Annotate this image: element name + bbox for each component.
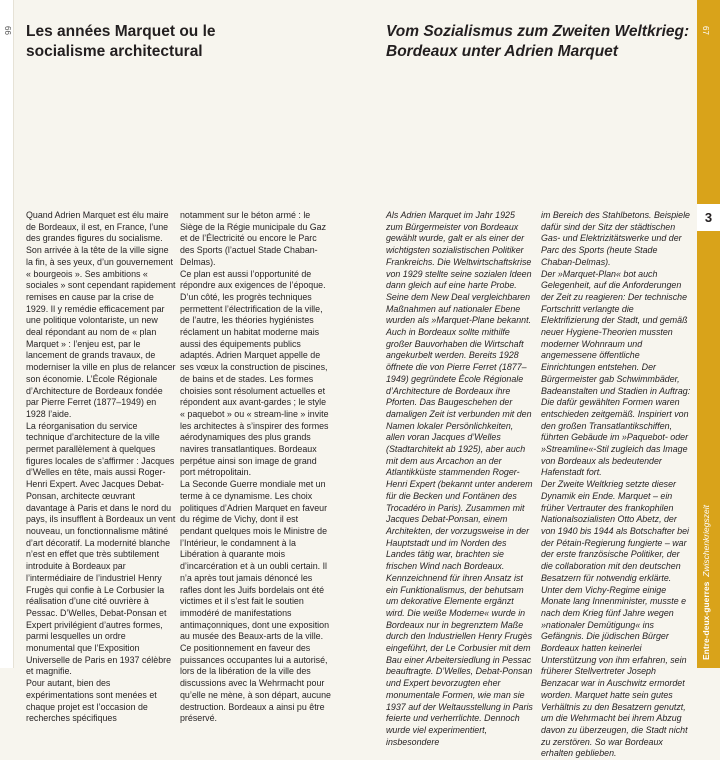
french-heading xyxy=(26,22,356,62)
side-label-french: Entre-deux-guerres xyxy=(701,581,711,660)
paragraph: Der »Marquet-Plan« bot auch Gelegenheit, auf die Anforderungen der Zeit zu reagieren: Der technische Fortschritt verlangte die Elektrifizierung der Stadt, und gemäß neuer Hygiene-Theorien mussten moderner Wohnraum und angemessene öffentliche Einrichtungen entstehen. Der Bürgermeister gab Schwimmbäder, Badeanstalten und Stadien in Auftrag: Die dafür gewählten Formen waren entschieden zeitgemäß. Inspiriert von den großen Transatlantikschiffen, führten Gebäude im »Paquebot- oder »Streamline«-Stil zugleich das Image von Bordeaux als bedeutender Hafenstadt fort. xyxy=(541,268,691,478)
french-heading-line-1: Les années Marquet ou le xyxy=(26,23,216,40)
paragraph: Pour autant, bien des expérimentations sont menées et chaque projet est l’occasion de recherches spécifiques xyxy=(26,678,157,724)
french-text-column-1 xyxy=(26,210,176,724)
paragraph: La réorganisation du service technique d’architecture de la ville permet parallèlement à quelques figures locales de s’affirmer : Jacques d’Welles en tête, mais aussi Roger-Henri Expert. Avec Jacques Debat-Ponsan, architecte œuvrant davantage à Paris et dans le nord du pays, ils insufflent à Bordeaux un vent nouveau, un fonctionnalisme mâtiné d’art décoratif. La modernité blanche n’est en effet que très subtilement introduite à Bordeaux par l’intermédiaire de l’industriel Henry Frugès qui confie à Le Corbusier la réalisation d’une cité ouvrière à Pessac. D’Welles, Debat-Ponsan et Expert privilégient d’autres formes, parmi lesquelles un ordre monumental que l’Exposition Universelle de Paris en 1937 célèbre et magnifie. xyxy=(26,420,176,677)
german-heading-line-2: Bordeaux unter Adrien Marquet xyxy=(386,43,618,60)
paragraph: Als Adrien Marquet im Jahr 1925 zum Bürgermeister von Bordeaux gewählt wurde, galt er als einer der wichtigsten sozialistischen Politiker Frankreichs. Die Weltwirtschaftskrise von 1929 stellte seine sozialen Ideen dann gleich auf eine harte Probe. Seine dem New Deal vergleichbaren Maßnahmen auf nationaler Ebene wurden als »Marquet-Plane bekannt. Auch in Bordeaux sollte mithilfe großer Bauvorhaben die Wirtschaft angekurbelt werden. Bereits 1928 öffnete die von Pierre Ferret (1877–1949) gegründete École Régionale d’Architecture de Bordeaux ihre Pforten. Das Baugeschehen der damaligen Zeit ist verbunden mit den Namen lokaler Persönlichkeiten, allen voran Jacques d’Welles (Stadtarchitekt ab 1925), aber auch mit dem aus Arcachon an der Atlantikküste stammenden Roger-Henri Expert (bekannt unter anderem für die Becken und Fontänen des Trocadéro in Paris). Zusammen mit Jacques Debat-Ponsan, einem Architekten, der vorzugsweise in der Hauptstadt und im Norden des Landes tätig war, brachten sie frischen Wind nach Bordeaux. Kennzeichnend für ihren Ansatz ist ein Funktionalismus, der behutsam um dekorative Elemente ergänzt wird. Die weiße Moderne« wurde in Bordeaux nur in begrenztem Maße durch den Industriellen Henry Frugès eingeführt, der Le Corbusier mit dem Bau einer Arbeitersiedlung in Pessac beauftragte. D’Welles, Debat-Ponsan und Expert bevorzugten eher monumentale Formen, wie man sie 1937 auf der Weltausstellung in Paris feierte und verherrlichte. Dennoch wurde viel experimentiert, insbesondere xyxy=(386,210,533,747)
german-text-column-2 xyxy=(541,210,691,759)
paragraph: Ce plan est aussi l’opportunité de répondre aux exigences de l’époque. D’un côté, les progrès techniques permettent l’électrification de la ville, de l’autre, les théories hygiénistes réclament un habitat moderne mais aussi des équipements publics adaptés. Adrien Marquet appelle de ses vœux la construction de piscines, de bains et de stades. Les formes choisies sont résolument actuelles et répondent aux avant-gardes ; le style « paquebot » ou « stream-line » invite les architectes à s’inspirer des formes aérodynamiques des plus grands navires transatlantiques. Bordeaux perpétue ainsi son image de grand port métropolitain. xyxy=(180,268,329,478)
chapter-side-label xyxy=(701,500,717,660)
paragraph: Quand Adrien Marquet est élu maire de Bordeaux, il est, en France, l’une des grandes figures du socialisme. Son arrivée à la tête de la ville signe la fin, à ses yeux, d’un gouvernement « bourgeois ». Ses ambitions « sociales » sont cependant rapidement remises en cause par la crise de 1929. Il y remédie efficacement par une politique volontariste, un new deal répondant au nom de « plan Marquet » : l’enjeu est, par le lancement de grands travaux, de moderniser la ville en plus de relancer son économie. L’École Régionale d’Architecture de Bordeaux fondée par Pierre Ferret (1877–1949) en 1928 l’aide. xyxy=(26,210,176,419)
paragraph: Der Zweite Weltkrieg setzte dieser Dynamik ein Ende. Marquet – ein früher Vertrauter des frankophilen Nationalsozialisten Otto Abetz, der von 1940 bis 1944 als Botschafter bei der Pétain-Regierung fungierte – war der erste französische Politiker, der die collaboration mit den deutschen Besatzern für notwendig erklärte. Unter dem Vichy-Regime einige Monate lang Innenminister, musste e nach dem Krieg fünf Jahre wegen »nationaler Demütigung« ins Gefängnis. Die jüdischen Bürger Bordeaux hatten keinerlei Unterstützung von ihm erfahren, sein früherer Stellvertreter Joseph Benzacar war in Auschwitz ermordet worden. Marquet hatte sein gutes Verhältnis zu den Besatzern genutzt, um die Wehrmacht bei ihrem Abzug davon zu überzeugen, die Stadt nicht zu zerstören. So war Bordeaux erhalten geblieben. xyxy=(541,479,690,759)
chapter-number-badge: 3 xyxy=(697,204,720,231)
page-number-right: 67 xyxy=(701,26,710,35)
german-heading-line-1: Vom Sozialismus zum Zweiten Weltkrieg: xyxy=(386,23,690,40)
paragraph: notamment sur le béton armé : le Siège de la Régie municipale du Gaz et de l’Électricité ou encore le Parc des Sports (l’actuel Stade Chaban-Delmas). xyxy=(180,210,327,267)
left-margin-strip xyxy=(0,0,14,668)
page-number-left: 66 xyxy=(3,26,12,35)
german-text-column-1 xyxy=(386,210,534,747)
side-label-german: Zwischenkriegszeit xyxy=(701,505,711,577)
french-heading-line-2: socialisme architectural xyxy=(26,43,203,60)
german-heading xyxy=(386,22,696,62)
french-text-column-2 xyxy=(180,210,332,724)
paragraph: La Seconde Guerre mondiale met un terme à ce dynamisme. Les choix politiques d’Adrien Marquet en faveur du régime de Vichy, dont il est pendant quelques mois le Ministre de l’Intérieur, le condamnent à la Libération à quarante mois d’incarcération et à un oubli certain. Il n’a après tout jamais dénoncé les rafles dont les Juifs bordelais ont été victimes et il s’est fait le soutien immodéré de manifestations antimaçonniques, dont une exposition au musée des Beaux-arts de la ville. Ce positionnement en faveur des puissances occupantes lui a autorisé, lors de la libération de la ville des discussions avec la Wehrmacht pour qu’elle ne mène, à son départ, aucune destruction. Bordeaux a ainsi pu être préservé. xyxy=(180,479,331,724)
paragraph: im Bereich des Stahlbetons. Beispiele dafür sind der Sitz der städtischen Gas- und Elektrizitätswerke und der Parc des Sports (heute Stade Chaban-Delmas). xyxy=(541,210,690,267)
